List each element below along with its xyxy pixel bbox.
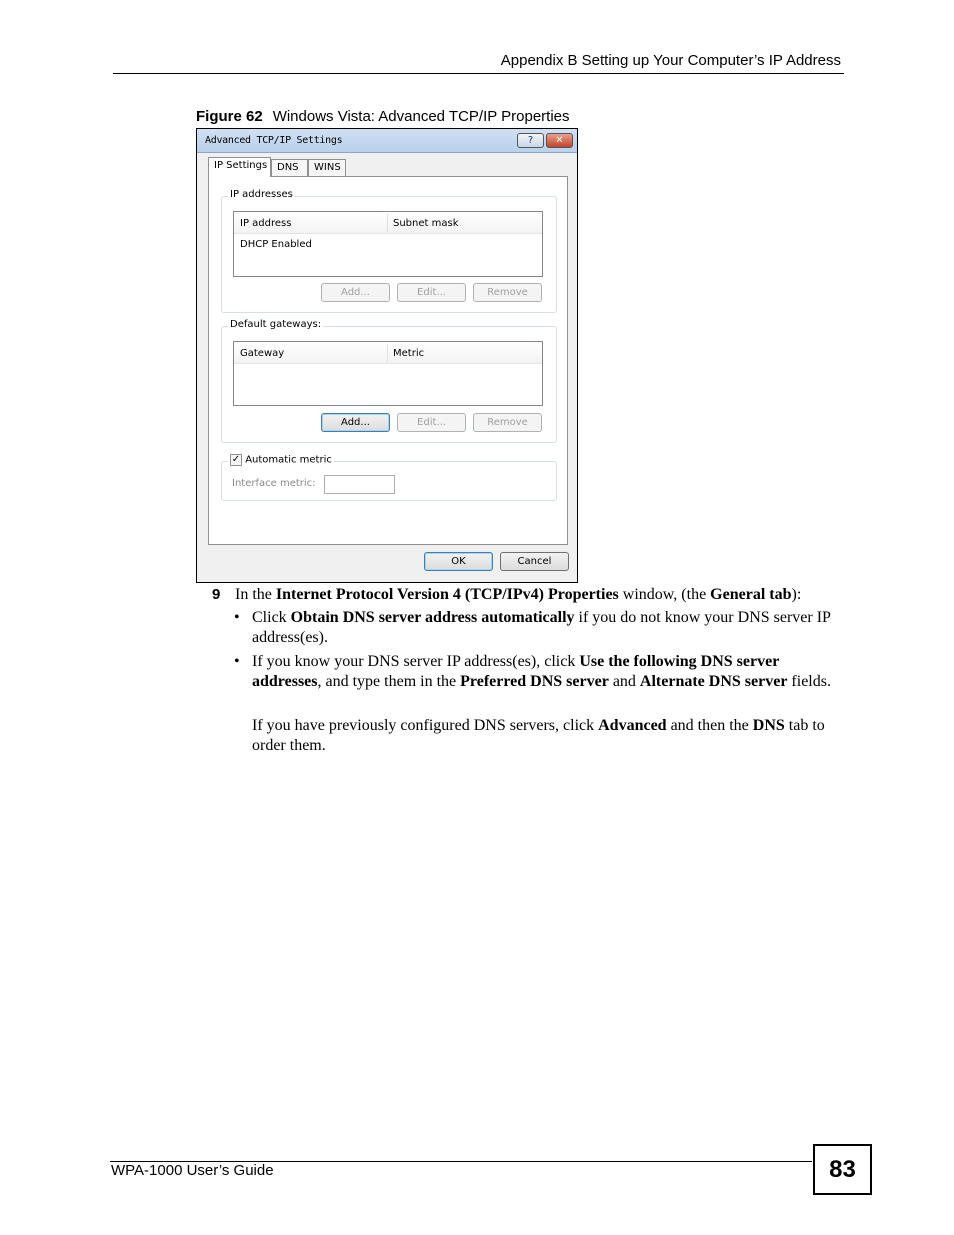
column-ip-address[interactable]: IP address [240, 218, 292, 229]
paragraph-text [252, 716, 832, 756]
column-separator[interactable] [387, 344, 388, 362]
running-header: Appendix B Setting up Your Computer’s IP Address [500, 52, 841, 69]
bullet-emphasis: Use the following DNS server addresses [252, 653, 780, 690]
cancel-button[interactable]: Cancel [500, 552, 569, 571]
interface-metric-label: Interface metric: [232, 478, 316, 489]
bullet-emphasis: Preferred DNS server [460, 673, 609, 690]
figure-caption [196, 108, 570, 125]
bullet-text-part: if you do not know your DNS server IP address(es). [252, 609, 831, 646]
gateway-list[interactable] [233, 341, 543, 406]
gateway-edit-button[interactable]: Edit... [397, 413, 466, 432]
paragraph-text-part: and then the [666, 717, 753, 734]
bullet-text-part: and [608, 673, 640, 690]
step-number: 9 [212, 586, 221, 603]
step-emphasis: General tab [710, 586, 792, 603]
gateway-add-button[interactable]: Add... [321, 413, 390, 432]
automatic-metric-checkbox[interactable]: ✓ [231, 454, 241, 465]
bullet-text [252, 652, 832, 692]
help-icon[interactable]: ? [517, 133, 544, 148]
column-separator[interactable] [387, 214, 388, 232]
tab-wins[interactable]: WINS [308, 159, 346, 177]
tab-dns[interactable]: DNS [271, 159, 308, 177]
paragraph-text-part: If you have previously configured DNS servers, click [252, 717, 599, 734]
bullet-dot: • [234, 609, 240, 626]
footer-guide-title: WPA-1000 User’s Guide [111, 1162, 274, 1179]
column-gateway[interactable]: Gateway [240, 348, 285, 359]
metric-group [221, 454, 557, 501]
column-subnet-mask[interactable]: Subnet mask [393, 218, 459, 229]
paragraph-emphasis: Advanced [598, 717, 667, 734]
bullet-text-part: If you know your DNS server IP address(es), click [252, 653, 580, 670]
default-gateways-group [221, 319, 557, 443]
figure-label: Figure 62 [196, 108, 263, 125]
step-text: window, (the [618, 586, 711, 603]
step-intro [235, 585, 855, 605]
step-emphasis: Internet Protocol Version 4 (TCP/IPv4) Properties [275, 586, 619, 603]
gateway-list-header [234, 342, 542, 364]
tab-panel-ip-settings [208, 176, 568, 545]
figure-title: Windows Vista: Advanced TCP/IP Properties [272, 108, 570, 125]
automatic-metric-option[interactable] [228, 454, 334, 466]
advanced-tcpip-dialog [196, 128, 578, 583]
step-text: In the [235, 586, 276, 603]
bullet-text-part: fields. [787, 673, 831, 690]
automatic-metric-label: Automatic metric [245, 454, 332, 466]
ip-addresses-group [221, 189, 557, 313]
ok-button[interactable]: OK [424, 552, 493, 571]
ip-remove-button[interactable]: Remove [473, 283, 542, 302]
header-rule [113, 73, 844, 74]
bullet-text [252, 608, 832, 648]
ip-add-button[interactable]: Add... [321, 283, 390, 302]
tab-ip-settings[interactable]: IP Settings [208, 157, 271, 177]
bullet-emphasis: Alternate DNS server [639, 673, 788, 690]
dialog-titlebar[interactable] [197, 129, 577, 153]
bullet-text-part: , and type them in the [317, 673, 461, 690]
page-number: 83 [813, 1144, 872, 1195]
close-icon[interactable]: ✕ [546, 133, 573, 148]
interface-metric-input[interactable] [324, 475, 395, 494]
list-item[interactable]: DHCP Enabled [240, 239, 312, 250]
bullet-emphasis: Obtain DNS server address automatically [290, 609, 575, 626]
ip-address-list[interactable] [233, 211, 543, 277]
bullet-text-part: Click [252, 609, 291, 626]
ip-list-header [234, 212, 542, 234]
bullet-dot: • [234, 653, 240, 670]
dialog-title: Advanced TCP/IP Settings [205, 135, 343, 146]
ip-addresses-legend: IP addresses [230, 189, 293, 200]
paragraph-emphasis: DNS [752, 717, 785, 734]
paragraph-text-part: tab to order them. [252, 717, 825, 754]
step-text: ): [791, 586, 802, 603]
column-metric[interactable]: Metric [393, 348, 425, 359]
gateway-remove-button[interactable]: Remove [473, 413, 542, 432]
ip-edit-button[interactable]: Edit... [397, 283, 466, 302]
default-gateways-legend: Default gateways: [230, 319, 322, 330]
